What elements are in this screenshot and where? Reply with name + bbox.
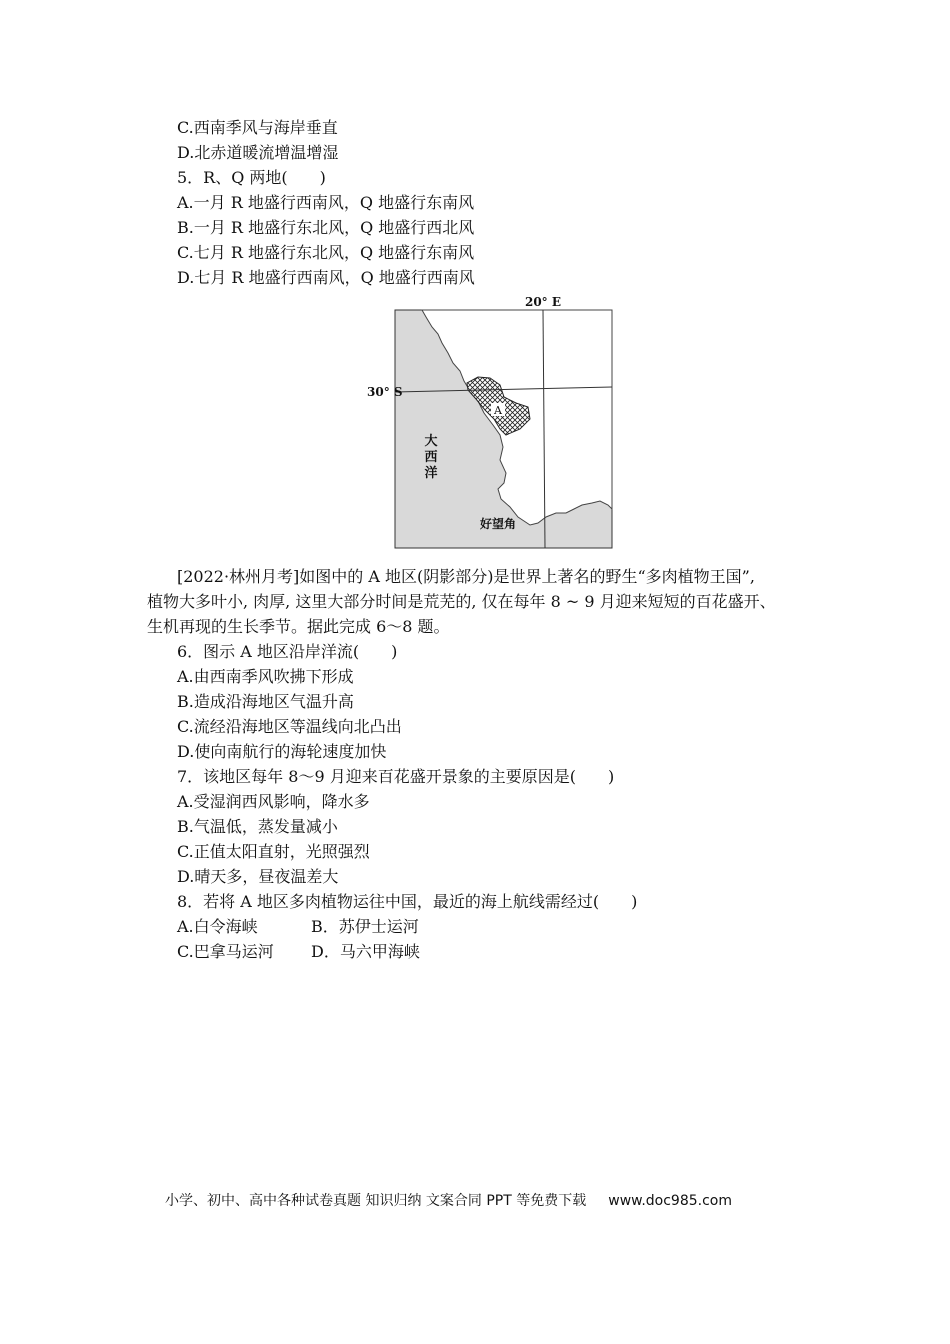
q5-option-b: B.一月 R 地盛行东北风，Q 地盛行西北风 — [177, 218, 475, 237]
q8-option-c: C.巴拿马运河 — [177, 942, 274, 961]
q5-stem: 5．R、Q 两地( ) — [177, 168, 326, 187]
q7-stem: 7．该地区每年 8～9 月迎来百花盛开景象的主要原因是( ) — [177, 767, 615, 786]
lat-label: 30° S — [367, 385, 403, 399]
map-svg — [360, 295, 620, 555]
q8-stem: 8．若将 A 地区多肉植物运往中国，最近的海上航线需经过( ) — [177, 892, 638, 911]
intro-line-3: 生机再现的生长季节。据此完成 6～8 题。 — [147, 617, 450, 636]
q7-option-a: A.受湿润西风影响，降水多 — [177, 792, 370, 811]
ocean-label-2: 西 — [424, 450, 438, 465]
q5-option-d: D.七月 R 地盛行西南风，Q 地盛行西南风 — [177, 268, 475, 287]
intro-line-2: 植物大多叶小, 肉厚, 这里大部分时间是荒芜的, 仅在每年 8 ~ 9 月迎来短短的百花盛开、 — [147, 592, 776, 611]
lon-label: 20° E — [524, 295, 562, 309]
q7-option-d: D.晴天多，昼夜温差大 — [177, 867, 339, 886]
q8-options-row-1 — [177, 917, 577, 937]
q6-option-d: D.使向南航行的海轮速度加快 — [177, 742, 387, 761]
q6-option-a: A.由西南季风吹拂下形成 — [177, 667, 354, 686]
q8-option-a: A.白令海峡 — [177, 917, 258, 936]
q4-option-c: C.西南季风与海岸垂直 — [177, 118, 338, 137]
q8-option-b: B．苏伊士运河 — [311, 917, 419, 936]
footer-site-link[interactable]: www.doc985.com — [608, 1193, 732, 1209]
ocean-label-3: 洋 — [424, 466, 438, 481]
map-figure — [360, 295, 620, 555]
intro-line-1: [2022·林州月考]如图中的 A 地区(阴影部分)是世界上著名的野生“多肉植物王国”, — [177, 567, 755, 586]
region-a-label: A — [494, 404, 502, 417]
q8-option-d: D．马六甲海峡 — [311, 942, 420, 961]
q6-option-b: B.造成沿海地区气温升高 — [177, 692, 354, 711]
q8-options-row-2 — [177, 942, 577, 962]
q7-option-c: C.正值太阳直射，光照强烈 — [177, 842, 370, 861]
page-footer — [165, 1192, 732, 1210]
cape-label: 好望角 — [479, 517, 517, 531]
q6-option-c: C.流经沿海地区等温线向北凸出 — [177, 717, 402, 736]
q6-stem: 6．图示 A 地区沿岸洋流( ) — [177, 642, 398, 661]
q5-option-a: A.一月 R 地盛行西南风，Q 地盛行东南风 — [177, 193, 475, 212]
q5-option-c: C.七月 R 地盛行东北风，Q 地盛行东南风 — [177, 243, 475, 262]
q7-option-b: B.气温低，蒸发量减小 — [177, 817, 338, 836]
ocean-label-1: 大 — [424, 434, 438, 449]
q4-option-d: D.北赤道暖流增温增湿 — [177, 143, 339, 162]
footer-text: 小学、初中、高中各种试卷真题 知识归纳 文案合同 PPT 等免费下载 — [165, 1193, 587, 1209]
